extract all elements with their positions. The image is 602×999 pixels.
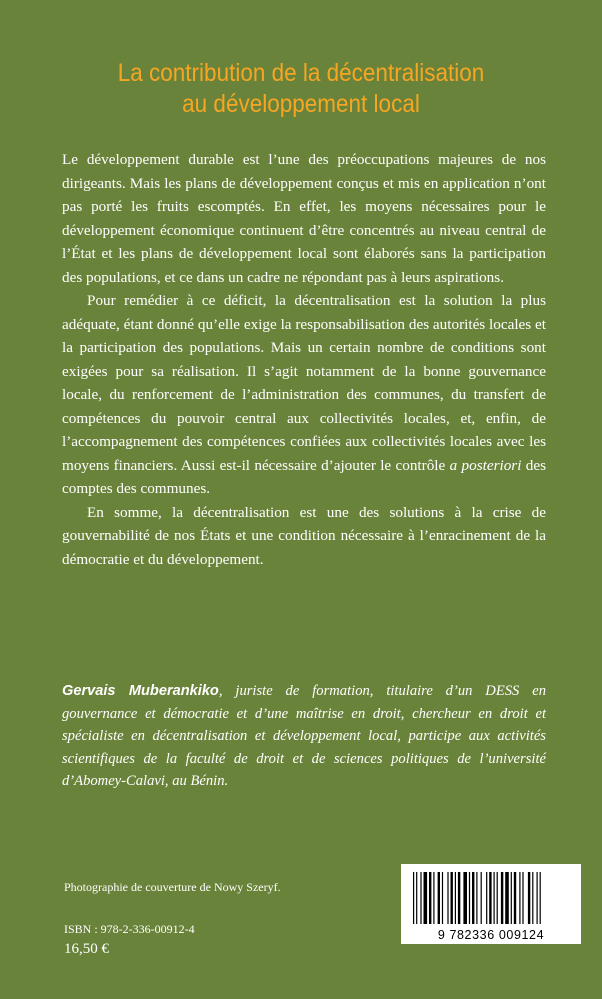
paragraph-2-end: des comptes des communes. <box>62 456 547 497</box>
photo-credit: Photographie de couverture de Nowy Szeryf. <box>64 880 281 894</box>
synopsis <box>62 148 546 571</box>
paragraph-2-italic: a posteriori <box>449 456 522 474</box>
price: 16,50 € <box>64 941 109 957</box>
isbn: ISBN : 978-2-336-00912-4 <box>64 922 195 936</box>
author-bio-text: , juriste de formation, titulaire d’un DESS en gouvernance et démocratie et d’une maîtrise en droit, chercheur en droit et spécialiste en décentralisation et développement local, participe aux activités scientifiques de la faculté de droit et de sciences politiques de l’université d’Abomey-Calavi, au Bénin. <box>62 683 547 789</box>
author-bio <box>62 680 546 793</box>
synopsis-paragraph-1: Le développement durable est l’une des préoccupations majeures de nos dirigeants. Mais les plans de développement conçus et mis en application n’ont pas porté les fruits escomptés. En effet, les moyens nécessaires pour le développement économique continuent d’être concentrés au niveau central de l’État et les plans de développement local sont élaborés sans la participation des populations, et ce dans un cadre ne répondant pas à leurs aspirations. <box>62 151 546 286</box>
paragraph-2-text: Pour remédier à ce déficit, la décentralisation est la solution la plus adéquate, étant donné qu’elle exige la responsabilisation des autorités locales et la participation des populations. Mais un certain nombre de conditions sont exigées pour sa réalisation. Il s’agit notamment de la bonne gouvernance locale, du renforcement de l’administration des communes, du transfert de compétences du pouvoir central aux collectivités locales, et, enfin, de l’accompagnement des compétences confiées aux collectivités locales avec les moyens financiers. Aussi est-il nécessaire d’ajouter le contrôle <box>62 292 546 474</box>
author-name: Gervais Muberankiko <box>62 683 219 699</box>
book-title <box>66 58 536 120</box>
barcode <box>401 864 581 944</box>
barcode-digits: 9 782336 009124 <box>437 928 545 942</box>
synopsis-paragraph-3: En somme, la décentralisation est une des solutions à la crise de gouvernabilité de nos États et une condition nécessaire à l’enracinement de la démocratie et du développement. <box>62 503 546 568</box>
barcode-icon <box>413 872 569 924</box>
synopsis-paragraph-2 <box>62 289 546 501</box>
title-line-1: La contribution de la décentralisation <box>117 59 485 87</box>
title-line-2: au développement local <box>182 90 420 118</box>
